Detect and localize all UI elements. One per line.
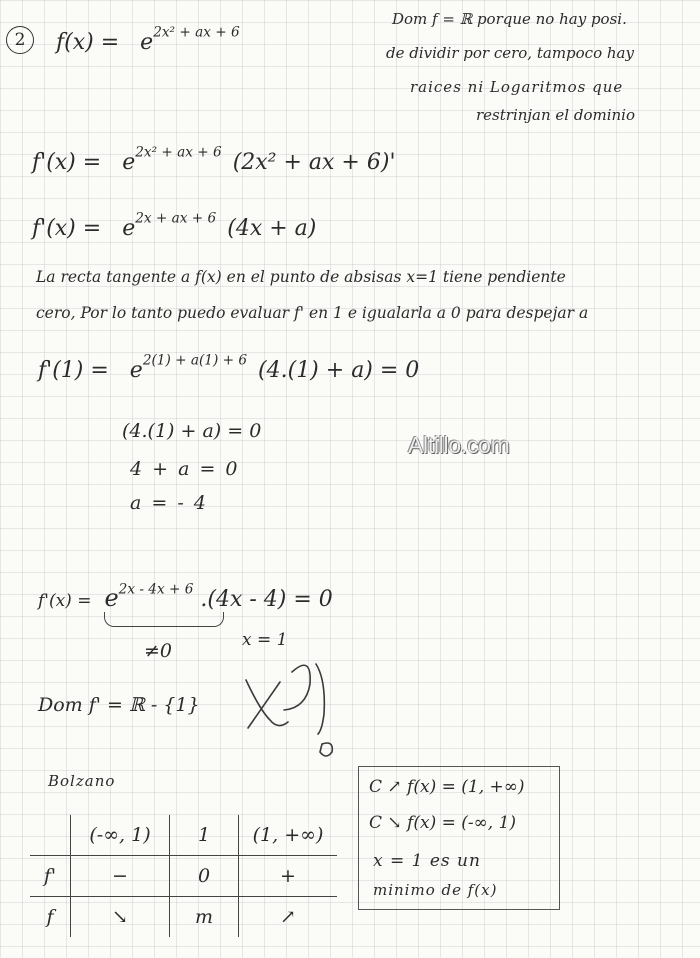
eval-exponent: 2(1) + a(1) + 6 xyxy=(142,352,248,369)
table-row xyxy=(30,897,337,938)
row-label: f xyxy=(46,906,54,928)
conclusion-line-4: minimo de f(x) xyxy=(373,881,498,899)
domain-note-line-2: de dividir por cero, tampoco hay xyxy=(386,44,634,62)
root-note: x = 1 xyxy=(242,630,288,650)
domain-note-line-4: restrinjan el dominio xyxy=(476,106,636,124)
brace-note: ≠0 xyxy=(144,640,173,662)
d1-base: e xyxy=(122,150,136,175)
watermark-logo: Altillo.com xyxy=(408,432,510,458)
conclusion-line-3: x = 1 es un xyxy=(373,851,481,871)
sub-exponent: 2x - 4x + 6 xyxy=(118,581,194,598)
underbrace xyxy=(104,612,224,627)
table-row xyxy=(30,856,337,897)
d2-lhs: f'(x) = xyxy=(32,216,102,241)
derivative-line-1 xyxy=(32,144,396,175)
problem-number: 2 xyxy=(6,26,34,54)
table-cell: m xyxy=(170,897,239,938)
table-cell: + xyxy=(239,856,338,897)
derivative-line-2 xyxy=(32,210,317,241)
scribble-mark xyxy=(240,650,340,760)
row-label: f' xyxy=(30,856,71,897)
eval-factor: (4.(1) + a) = 0 xyxy=(258,358,420,383)
d1-factor: (2x² + ax + 6)' xyxy=(232,150,396,175)
sign-table xyxy=(30,815,337,937)
domain-note-line-3: raices ni Logaritmos que xyxy=(410,78,624,96)
bolzano-label: Bolzano xyxy=(48,772,116,790)
domain-fprime: Dom f' = ℝ - {1} xyxy=(38,694,200,716)
function-definition xyxy=(56,24,240,55)
eval-base: e xyxy=(129,358,143,383)
fx-lhs: f(x) = xyxy=(56,30,120,55)
table-row xyxy=(30,815,337,856)
table-cell: ↗ xyxy=(239,897,338,938)
d2-factor: (4x + a) xyxy=(227,216,317,241)
sub-lhs: f'(x) = xyxy=(38,591,92,611)
table-cell: − xyxy=(71,856,170,897)
d1-exponent: 2x² + ax + 6 xyxy=(135,144,222,161)
solve-step-3: a = - 4 xyxy=(130,492,208,514)
substituted-derivative xyxy=(38,581,333,612)
explanation-line-1: La recta tangente a f(x) en el punto de absisas x=1 tiene pendiente xyxy=(36,268,566,286)
header-cell xyxy=(30,815,71,856)
domain-note-line-1: Dom f = ℝ porque no hay posi. xyxy=(392,10,627,28)
table-cell: 0 xyxy=(170,856,239,897)
d2-base: e xyxy=(122,216,136,241)
solve-step-1: (4.(1) + a) = 0 xyxy=(122,420,262,442)
d1-lhs: f'(x) = xyxy=(32,150,102,175)
solve-step-2: 4 + a = 0 xyxy=(130,458,240,480)
conclusion-line-2: C ↘ f(x) = (-∞, 1) xyxy=(369,813,517,833)
evaluation-line xyxy=(38,352,420,383)
fx-exponent: 2x² + ax + 6 xyxy=(153,24,240,41)
header-cell: 1 xyxy=(170,815,239,856)
fx-base: e xyxy=(140,30,154,55)
conclusion-line-1: C ↗ f(x) = (1, +∞) xyxy=(369,777,525,797)
sub-base: e xyxy=(104,584,119,612)
conclusion-box xyxy=(358,766,560,910)
d2-exponent: 2x + ax + 6 xyxy=(135,210,217,227)
eval-lhs: f'(1) = xyxy=(38,358,109,383)
sub-factor: .(4x - 4) = 0 xyxy=(200,587,333,612)
header-cell: (1, +∞) xyxy=(239,815,338,856)
table-cell: ↘ xyxy=(71,897,170,938)
explanation-line-2: cero, Por lo tanto puedo evaluar f' en 1 e igualarla a 0 para despejar a xyxy=(36,304,589,322)
header-cell: (-∞, 1) xyxy=(71,815,170,856)
